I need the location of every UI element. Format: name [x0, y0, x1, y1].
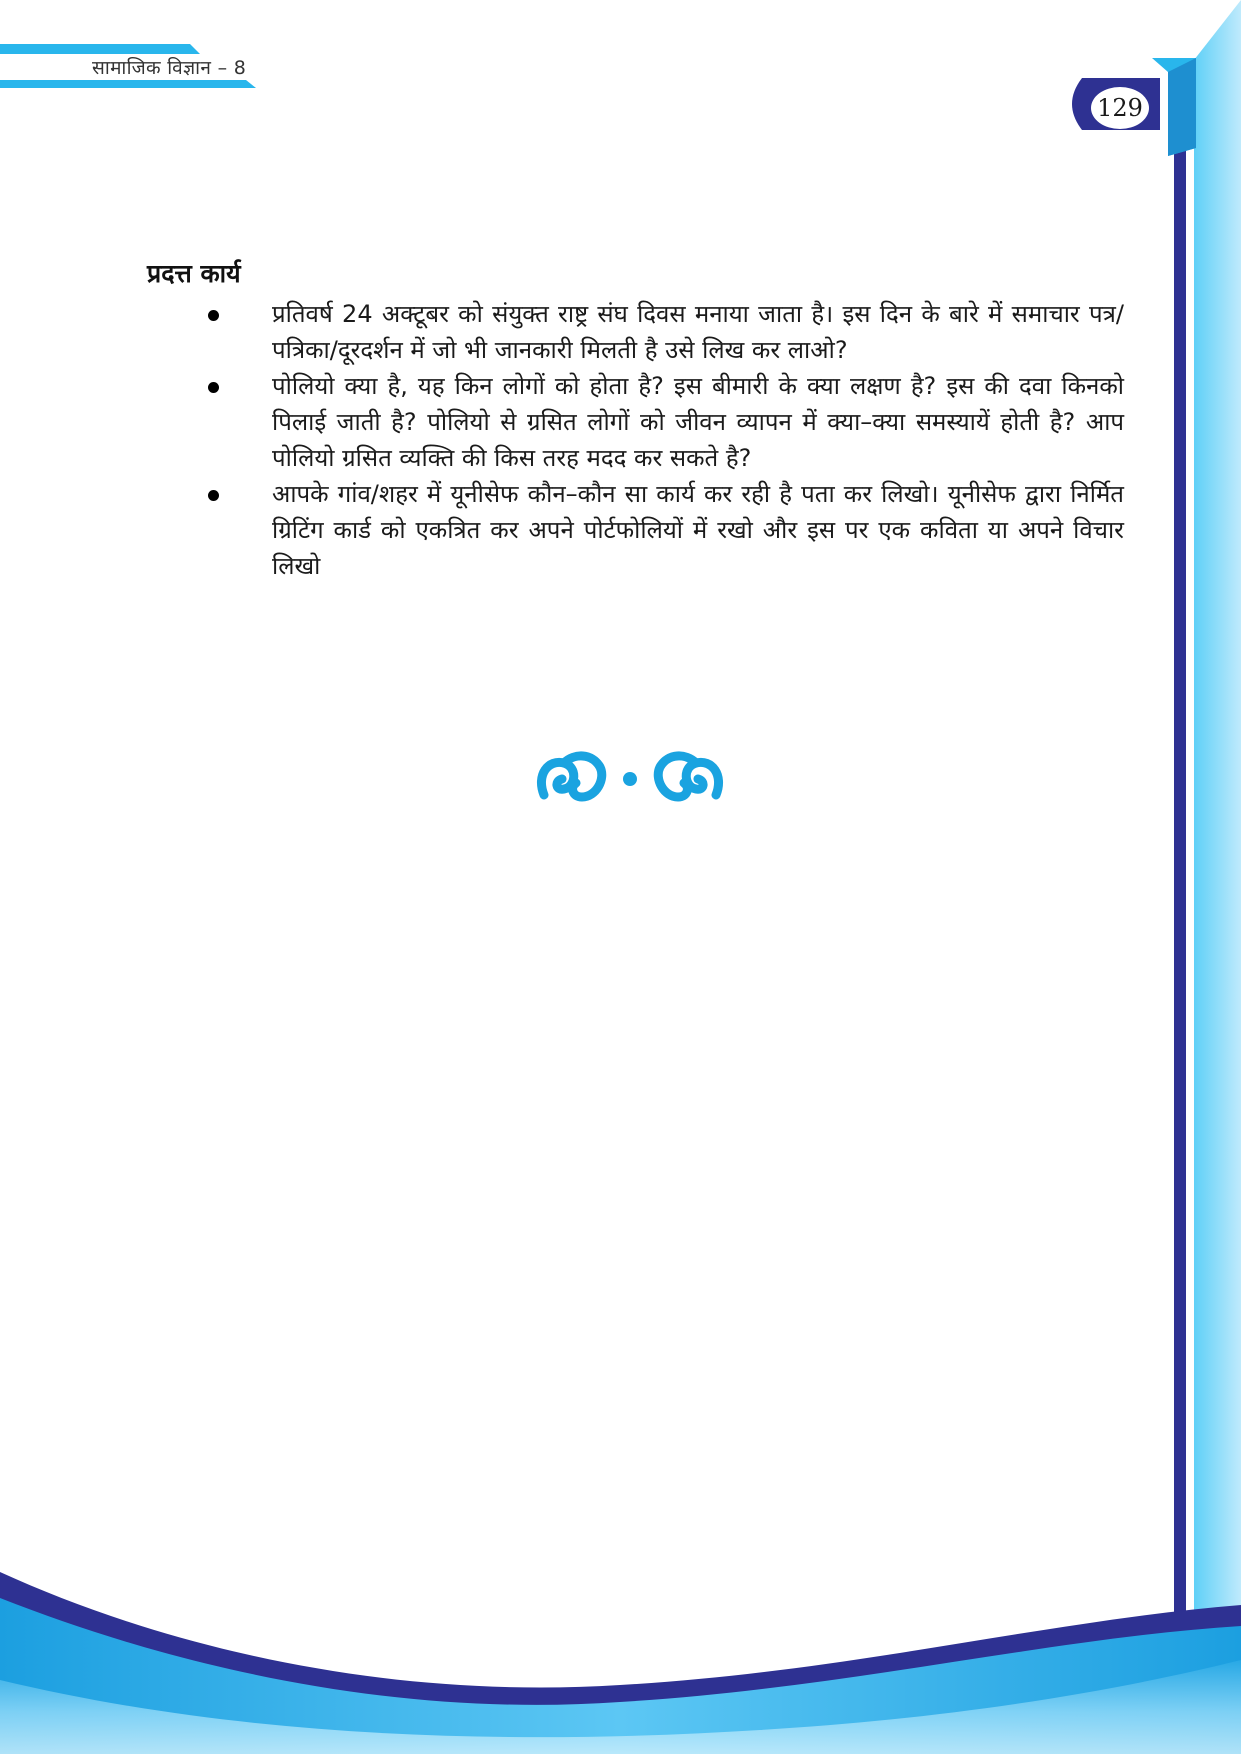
bullet-icon — [208, 490, 219, 501]
list-item-text: आपके गांव/शहर में यूनीसेफ कौन–कौन सा कार्य कर रही है पता कर लिखो। यूनीसेफ द्वारा निर्मित ग्रिटिंग कार्ड को एकत्रित कर अपने पोर्टफोलियों में रखो और इस पर एक कविता या अपने विचार लिखो — [272, 480, 1124, 580]
list-item-text: प्रतिवर्ष 24 अक्टूबर को संयुक्त राष्ट्र संघ दिवस मनाया जाता है। इस दिन के बारे में समाचार पत्र/पत्रिका/दूरदर्शन में जो भी जानकारी मिलती है उसे लिख कर लाओ? — [272, 300, 1124, 364]
list-item — [208, 296, 1124, 368]
right-bar-navy — [1174, 62, 1186, 1622]
header-stripe-bottom — [0, 80, 256, 88]
page-number: 129 — [1097, 94, 1143, 122]
right-panel-light — [1194, 0, 1241, 1620]
section-title: प्रदत्त कार्य — [147, 259, 241, 288]
list-item-text: पोलियो क्या है, यह किन लोगों को होता है? इस बीमारी के क्या लक्षण है? इस की दवा किनको पिलाई जाती है? पोलियो से ग्रसित लोगों को जीवन व्यापन में क्या–क्या समस्यायें होती है? आप पोलियो ग्रसित व्यक्ति की किस तरह मदद कर सकते है? — [272, 372, 1124, 472]
book-title: सामाजिक विज्ञान – 8 — [92, 57, 247, 79]
header-stripe-top — [0, 44, 200, 54]
list-item — [208, 368, 1124, 476]
bullet-icon — [208, 310, 219, 321]
list-item — [208, 476, 1124, 584]
page-tab-fold-shadow — [1168, 58, 1196, 156]
ornament-icon — [530, 745, 730, 815]
bullet-icon — [208, 382, 219, 393]
task-list — [208, 296, 1124, 584]
